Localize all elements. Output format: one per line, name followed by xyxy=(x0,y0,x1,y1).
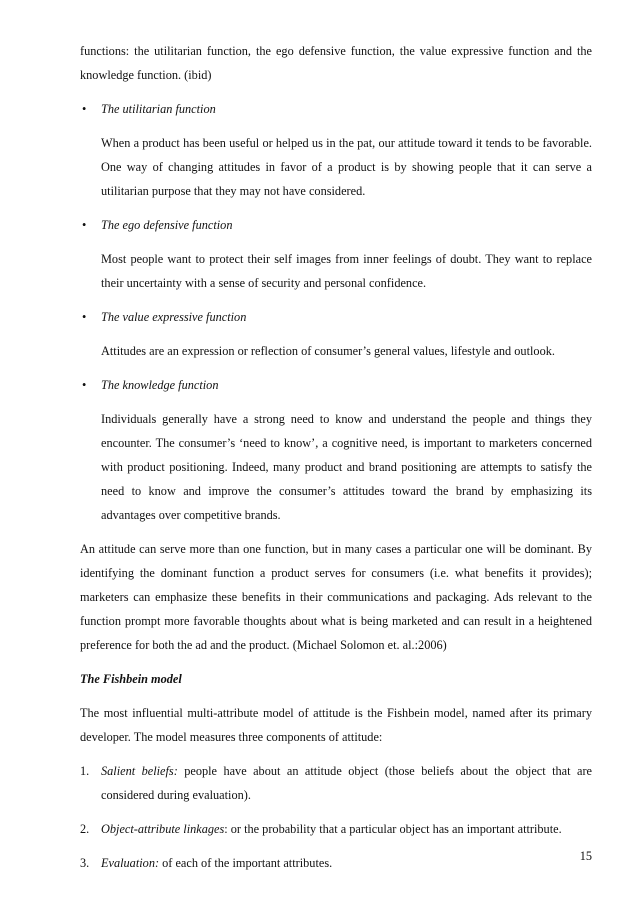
component-description: of each of the important attributes. xyxy=(159,856,333,870)
list-number: 1. xyxy=(80,764,90,778)
component-item-evaluation xyxy=(80,851,592,875)
component-description: people have about an attitude object (those beliefs about the object that are considered during evaluation). xyxy=(101,764,593,802)
fishbein-intro-paragraph: The most influential multi-attribute model of attitude is the Fishbein model, named after its primary developer. The model measures three components of attitude: xyxy=(80,706,592,744)
summary-paragraph: An attitude can serve more than one function, but in many cases a particular one will be dominant. By identifying the dominant function a product serves for consumers (i.e. what benefits it provides); marketers can emphasize these benefits in their communications and packaging. Ads relevant to the function prompt more favorable thoughts about what is being marketed and can result in a heightened preference for both the ad and the product. (Michael Solomon et. al.:2006) xyxy=(80,542,592,652)
bullet-item-ego-defensive xyxy=(80,213,592,237)
bullet-title: The value expressive function xyxy=(101,310,247,324)
bullet-item-utilitarian xyxy=(80,97,592,121)
bullet-item-knowledge xyxy=(80,373,592,397)
bullet-icon: • xyxy=(82,102,87,116)
page-content xyxy=(80,39,592,885)
component-term: Object-attribute linkages xyxy=(101,822,225,836)
bullet-body: When a product has been useful or helped us in the pat, our attitude toward it tends to be favorable. One way of changing attitudes in favor of a product is by showing people that it can serve a utilitarian purpose that they may not have considered. xyxy=(101,136,592,198)
list-number: 2. xyxy=(80,822,90,836)
section-heading: The Fishbein model xyxy=(80,672,182,686)
bullet-item-value-expressive xyxy=(80,305,592,329)
bullet-title: The ego defensive function xyxy=(101,218,233,232)
component-term: Evaluation: xyxy=(101,856,160,870)
bullet-body: Individuals generally have a strong need to know and understand the people and things they encounter. The consumer’s ‘need to know’, a cognitive need, is important to marketers concerned with product positioning. Indeed, many product and brand positioning are attempts to satisfy the need to know and improve the consumer’s attitudes toward the brand by emphasizing its advantages over competitive brands. xyxy=(101,412,592,522)
bullet-title: The knowledge function xyxy=(101,378,219,392)
bullet-body: Attitudes are an expression or reflection of consumer’s general values, lifestyle and outlook. xyxy=(101,344,555,358)
bullet-icon: • xyxy=(82,310,87,324)
list-number: 3. xyxy=(80,856,90,870)
component-description: : or the probability that a particular object has an important attribute. xyxy=(224,822,562,836)
component-item-object-attribute-linkages xyxy=(80,817,592,841)
intro-paragraph: functions: the utilitarian function, the ego defensive function, the value expressive function and the knowledge function. (ibid) xyxy=(80,44,592,82)
page-number: 15 xyxy=(579,849,592,863)
component-item-salient-beliefs xyxy=(80,759,592,807)
bullet-icon: • xyxy=(82,378,87,392)
bullet-title: The utilitarian function xyxy=(101,102,216,116)
bullet-body: Most people want to protect their self images from inner feelings of doubt. They want to replace their uncertainty with a sense of security and personal confidence. xyxy=(101,252,592,290)
bullet-icon: • xyxy=(82,218,87,232)
component-term: Salient beliefs: xyxy=(101,764,178,778)
